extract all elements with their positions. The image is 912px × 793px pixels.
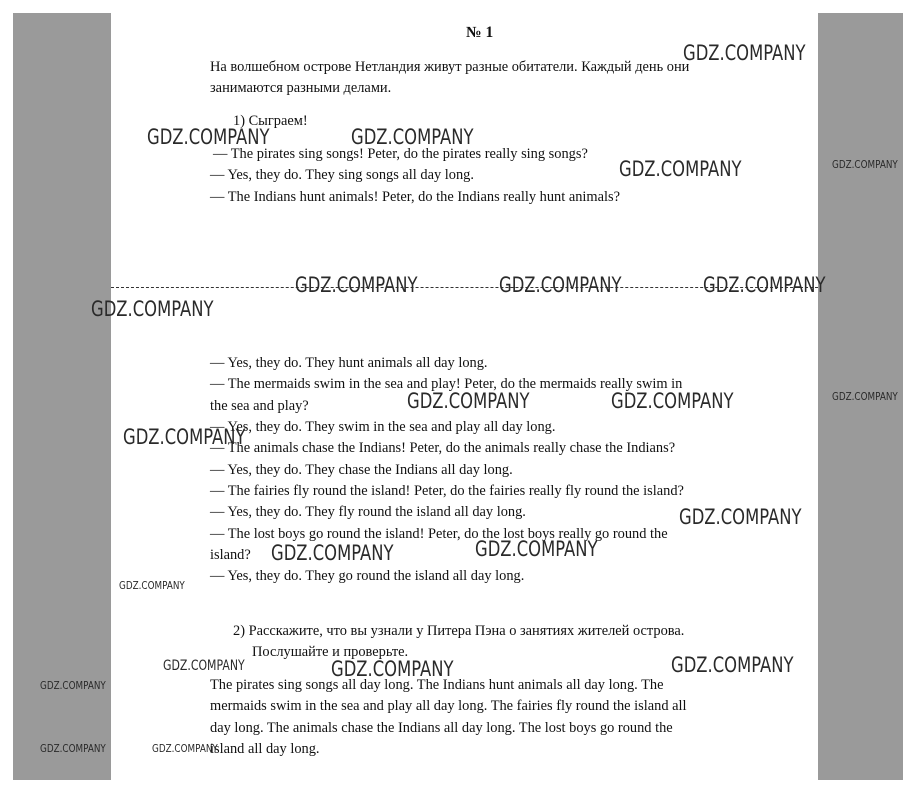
- dialogue-line: — The lost boys go round the island! Peter, do the lost boys really go round the: [210, 526, 668, 542]
- watermark: GDZ.COMPANY: [40, 679, 106, 692]
- intro-line: На волшебном острове Нетландия живут разные обитатели. Каждый день они: [210, 59, 690, 75]
- watermark: GDZ.COMPANY: [295, 273, 418, 297]
- watermark: GDZ.COMPANY: [475, 537, 598, 561]
- watermark: GDZ.COMPANY: [163, 658, 245, 674]
- answer-line: day long. The animals chase the Indians all day long. The lost boys go round the: [210, 720, 673, 736]
- watermark: GDZ.COMPANY: [619, 157, 742, 181]
- watermark: GDZ.COMPANY: [683, 41, 806, 65]
- dialogue-line: — Yes, they do. They fly round the island all day long.: [210, 504, 526, 520]
- exercise-number: № 1: [466, 24, 494, 41]
- dialogue-line: — Yes, they do. They hunt animals all day long.: [210, 355, 488, 371]
- dialogue-line: — The animals chase the Indians! Peter, do the animals really chase the Indians?: [210, 440, 676, 456]
- watermark: GDZ.COMPANY: [91, 297, 214, 321]
- dialogue-line: — The mermaids swim in the sea and play! Peter, do the mermaids really swim in: [210, 376, 683, 392]
- task2-heading: Послушайте и проверьте.: [252, 644, 409, 660]
- watermark: GDZ.COMPANY: [499, 273, 622, 297]
- watermark: GDZ.COMPANY: [123, 425, 246, 449]
- watermark: GDZ.COMPANY: [679, 505, 802, 529]
- dialogue-line: — Yes, they do. They go round the island all day long.: [210, 568, 525, 584]
- intro-line: занимаются разными делами.: [210, 80, 392, 96]
- answer-line: The pirates sing songs all day long. The Indians hunt animals all day long. The: [210, 677, 664, 693]
- watermark: GDZ.COMPANY: [671, 653, 794, 677]
- watermark: GDZ.COMPANY: [331, 657, 454, 681]
- watermark: GDZ.COMPANY: [407, 389, 530, 413]
- watermark: GDZ.COMPANY: [832, 390, 898, 403]
- dialogue-line: — Yes, they do. They sing songs all day long.: [210, 167, 474, 183]
- dialogue-line: — Yes, they do. They swim in the sea and play all day long.: [210, 419, 556, 435]
- watermark: GDZ.COMPANY: [351, 125, 474, 149]
- dialogue-line: — The Indians hunt animals! Peter, do the Indians really hunt animals?: [210, 189, 620, 205]
- watermark: GDZ.COMPANY: [832, 158, 898, 171]
- task1-heading: 1) Сыграем!: [233, 113, 308, 129]
- watermark: GDZ.COMPANY: [40, 742, 106, 755]
- answer-line: mermaids swim in the sea and play all day long. The fairies fly round the island all: [210, 698, 687, 714]
- dialogue-line: the sea and play?: [210, 398, 309, 414]
- dialogue-line: — Yes, they do. They chase the Indians all day long.: [210, 462, 513, 478]
- dialogue-line: — The fairies fly round the island! Peter, do the fairies really fly round the island?: [210, 483, 684, 499]
- watermark: GDZ.COMPANY: [147, 125, 270, 149]
- watermark: GDZ.COMPANY: [152, 742, 218, 755]
- dialogue-line: island?: [210, 547, 251, 563]
- watermark: GDZ.COMPANY: [703, 273, 826, 297]
- watermark: GDZ.COMPANY: [119, 579, 185, 592]
- task2-heading: 2) Расскажите, что вы узнали у Питера Пэна о занятиях жителей острова.: [233, 623, 685, 639]
- left-margin-bar: [13, 13, 111, 780]
- watermark: GDZ.COMPANY: [611, 389, 734, 413]
- answer-line: island all day long.: [210, 741, 320, 757]
- watermark: GDZ.COMPANY: [271, 541, 394, 565]
- dialogue-line: — The pirates sing songs! Peter, do the pirates really sing songs?: [213, 146, 588, 162]
